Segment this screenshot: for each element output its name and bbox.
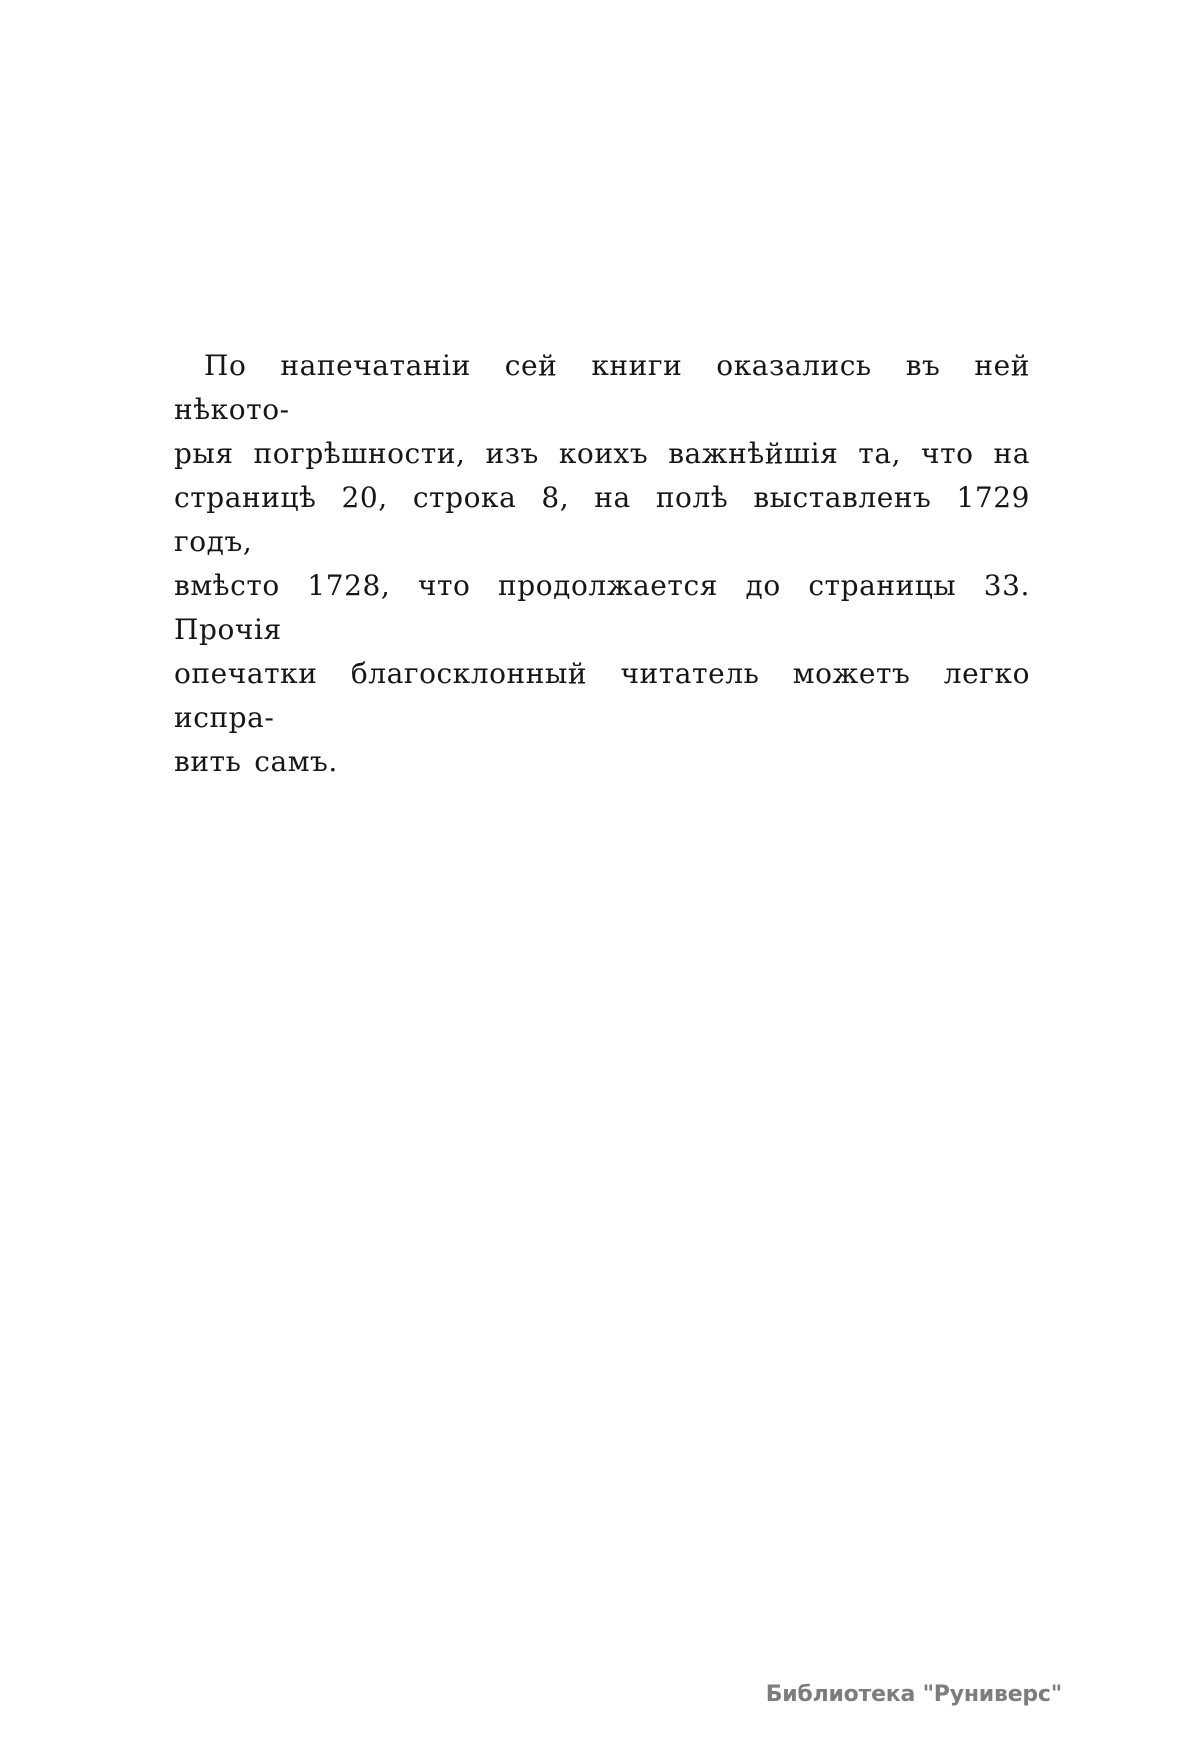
errata-line: опечатки благосклонный читатель можетъ легко испра- bbox=[174, 657, 1030, 734]
errata-line: страницѣ 20, строка 8, на полѣ выставленъ 1729 годъ, bbox=[174, 481, 1030, 558]
errata-line: По напечатаніи сей книги оказались въ ней нѣкото- bbox=[174, 349, 1030, 426]
library-watermark: Библиотека "Руниверс" bbox=[765, 1682, 1062, 1707]
errata-line: рыя погрѣшности, изъ коихъ важнѣйшія та, что на bbox=[174, 437, 1030, 470]
errata-paragraph bbox=[174, 344, 1030, 784]
errata-line: вмѣсто 1728, что продолжается до страницы 33. Прочія bbox=[174, 569, 1030, 646]
errata-line: вить самъ. bbox=[174, 745, 338, 778]
